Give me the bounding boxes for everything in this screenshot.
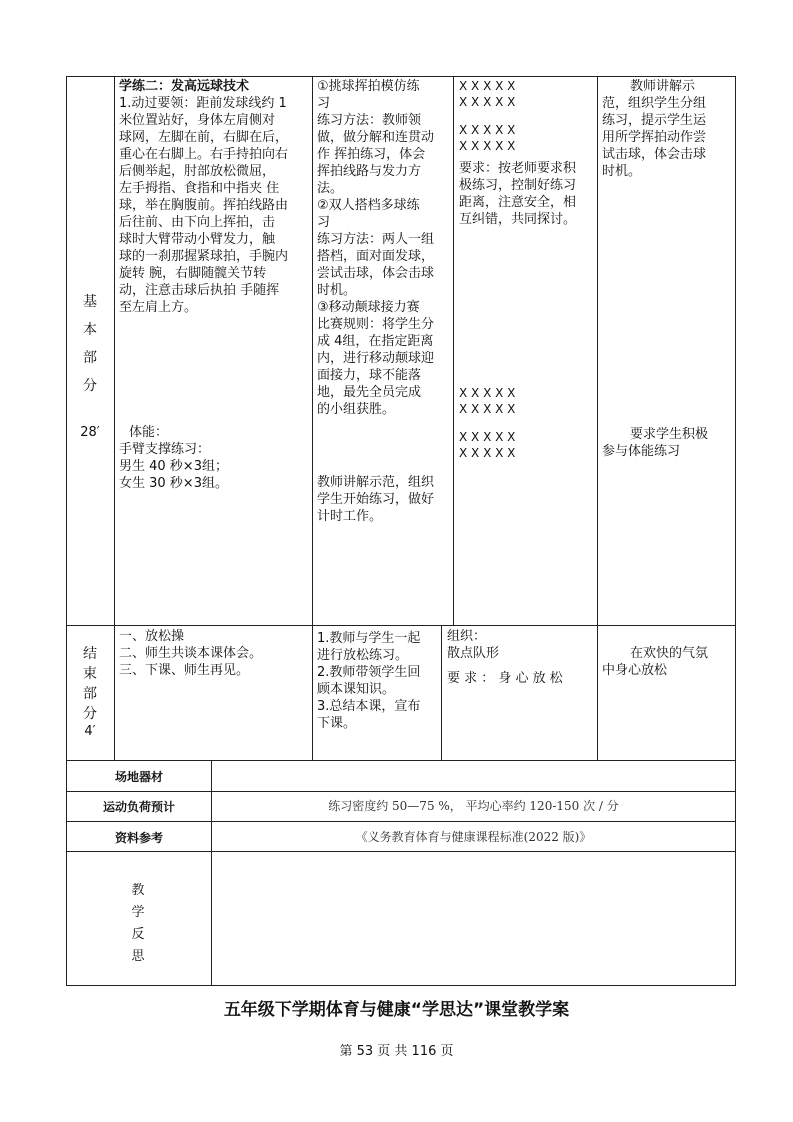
basic-notes [602, 78, 733, 188]
method-line: 习 [317, 215, 331, 230]
ending-note-line: 在欢快的气氛 [630, 646, 709, 661]
formation-row: X X X X X [459, 402, 516, 416]
note-line: 练习，提示学生运 [602, 113, 707, 128]
ending-org-line: 散点队形 [447, 646, 500, 661]
skill-heading: 学练二：发高远球技术 [119, 79, 250, 94]
formation-row [459, 110, 595, 122]
content-line: 动，注意击球后执拍 手随挥 [119, 283, 280, 298]
method-line: 比赛规则：将学生分 [317, 317, 435, 332]
ending-methods [317, 630, 439, 750]
closing-line: 计时工作。 [317, 509, 383, 524]
method-line: 尝试击球，体会击球 [317, 266, 435, 281]
method-line: 练习方法：教师领 [317, 113, 422, 128]
content-line: 1.动过要领：距前发球线约 1 [119, 96, 287, 111]
ending-section-label: 结 束 部 分 [83, 646, 97, 722]
method-line: 作 挥拍练习，体会 [317, 147, 426, 162]
basic-section-label: 基 本 部 分 [83, 294, 97, 394]
basic-methods [317, 78, 451, 458]
note-line: 教师讲解示 [630, 79, 696, 94]
content-line: 旋转 腕，右脚随髋关节转 [119, 266, 267, 281]
formation-row: X X X X X [459, 95, 516, 109]
method-line: 法。 [317, 181, 344, 196]
closing-line: 学生开始练习，做好 [317, 492, 435, 507]
ending-notes [602, 645, 733, 685]
content-line: 球时大臂带动小臂发力，触 [119, 232, 276, 247]
ending-content [119, 628, 309, 688]
ending-org-line: 要 求 ： 身 心 放 松 [447, 671, 563, 686]
ending-organization [447, 628, 595, 708]
venue-equipment-label: 场地器材 [114, 770, 163, 784]
method-line: 时机。 [317, 283, 357, 298]
method-line: 的小组获胜。 [317, 402, 396, 417]
note-line: 范，组织学生分组 [602, 96, 707, 111]
content-line: 球，举在胸腹前。挥拍线路由 [119, 198, 289, 213]
fitness-note [602, 426, 733, 466]
formation-bottom [459, 385, 595, 471]
exercise-load-label: 运动负荷预计 [102, 800, 175, 814]
method-line: 地，最先全员完成 [317, 385, 422, 400]
page-indicator: 第 53 页 共 116 页 [339, 1044, 454, 1059]
content-line: 重心在右脚上。右手持拍向右 [119, 147, 289, 162]
requirement-line: 距离，注意安全，相 [459, 195, 577, 210]
formation-row: X X X X X [459, 79, 516, 93]
requirement-line: 极练习，控制好练习 [459, 178, 577, 193]
ending-method-line: 2.教师带领学生回 [317, 665, 421, 680]
note-line: 参与体能练习 [602, 444, 681, 459]
ending-note-line: 中身心放松 [602, 663, 668, 678]
ending-method-line: 下课。 [317, 716, 357, 731]
organization-requirement [459, 160, 595, 232]
method-line: 习 [317, 96, 331, 111]
basic-duration: 28′ [80, 425, 100, 440]
method-line: 练习方法：两人一组 [317, 232, 435, 247]
content-line: 球网，左脚在前，右脚在后， [119, 130, 289, 145]
method-line: 面接力，球不能落 [317, 368, 422, 383]
basic-content [119, 78, 309, 618]
fitness-block [119, 424, 309, 504]
document-title: 五年级下学期体育与健康“学思达”课堂教学案 [223, 1000, 570, 1020]
ending-org-line: 组织： [447, 629, 487, 644]
ending-method-line: 3.总结本课，宣布 [317, 699, 421, 714]
content-line: 至左肩上方。 [119, 300, 198, 315]
references-value: 《义务教育体育与健康课程标准(2022 版)》 [355, 830, 592, 844]
ending-org-line [447, 662, 595, 670]
formation-row: X X X X X [459, 446, 516, 460]
ending-method-line: 进行放松练习。 [317, 648, 409, 663]
method-line: 做，做分解和连贯动 [317, 130, 435, 145]
note-line: 要求学生积极 [630, 427, 709, 442]
method-line: ②双人搭档多球练 [317, 198, 420, 213]
formation-row [459, 417, 595, 429]
formation-row: X X X X X [459, 430, 516, 444]
content-line: 后往前、由下向上挥拍，击 [119, 215, 276, 230]
methods-closing [317, 474, 451, 534]
references-label: 资料参考 [114, 831, 163, 845]
requirement-line: 互纠错，共同探讨。 [459, 212, 577, 227]
method-line: 挥拍线路与发力方 [317, 164, 422, 179]
method-line: ①挑球挥拍模仿练 [317, 79, 420, 94]
content-line: 后侧举起，肘部放松微屈， [119, 164, 276, 179]
exercise-load-value: 练习密度约 50—75 %， 平均心率约 120-150 次 / 分 [328, 799, 619, 813]
method-line: ③移动颠球接力赛 [317, 300, 420, 315]
ending-content-line: 三、下课、师生再见。 [119, 663, 250, 678]
fitness-line: 男生 40 秒×3组； [119, 459, 228, 474]
ending-content-line: 二、师生共谈本课体会。 [119, 646, 263, 661]
note-line: 用所学挥拍动作尝 [602, 130, 707, 145]
ending-content-line: 一、放松操 [119, 629, 185, 644]
note-line: 时机。 [602, 164, 642, 179]
ending-duration: 4′ [84, 724, 96, 739]
closing-line: 教师讲解示范，组织 [317, 475, 435, 490]
formation-row: X X X X X [459, 123, 516, 137]
formation-row: X X X X X [459, 386, 516, 400]
ending-method-line: 顾本课知识。 [317, 682, 396, 697]
method-line: 内，进行移动颠球迎 [317, 351, 435, 366]
requirement-line: 要求：按老师要求积 [459, 161, 577, 176]
fitness-line: 手臂支撑练习： [119, 442, 211, 457]
content-line: 左手拇指、食指和中指夹 住 [119, 181, 280, 196]
fitness-line: 女生 30 秒×3组。 [119, 476, 228, 491]
method-line: 成 4组，在指定距离 [317, 334, 434, 349]
note-line: 试击球，体会击球 [602, 147, 707, 162]
formation-row: X X X X X [459, 139, 516, 153]
ending-method-line: 1.教师与学生一起 [317, 631, 421, 646]
content-line: 球的一刹那握紧球拍，手腕内 [119, 249, 289, 264]
content-line: 米位置站好，身体左肩侧对 [119, 113, 276, 128]
fitness-heading: 体能： [129, 425, 169, 440]
formation-top [459, 78, 595, 164]
teaching-reflection-label: 教 学 反 思 [131, 883, 145, 964]
method-line: 搭档，面对面发球， [317, 249, 435, 264]
